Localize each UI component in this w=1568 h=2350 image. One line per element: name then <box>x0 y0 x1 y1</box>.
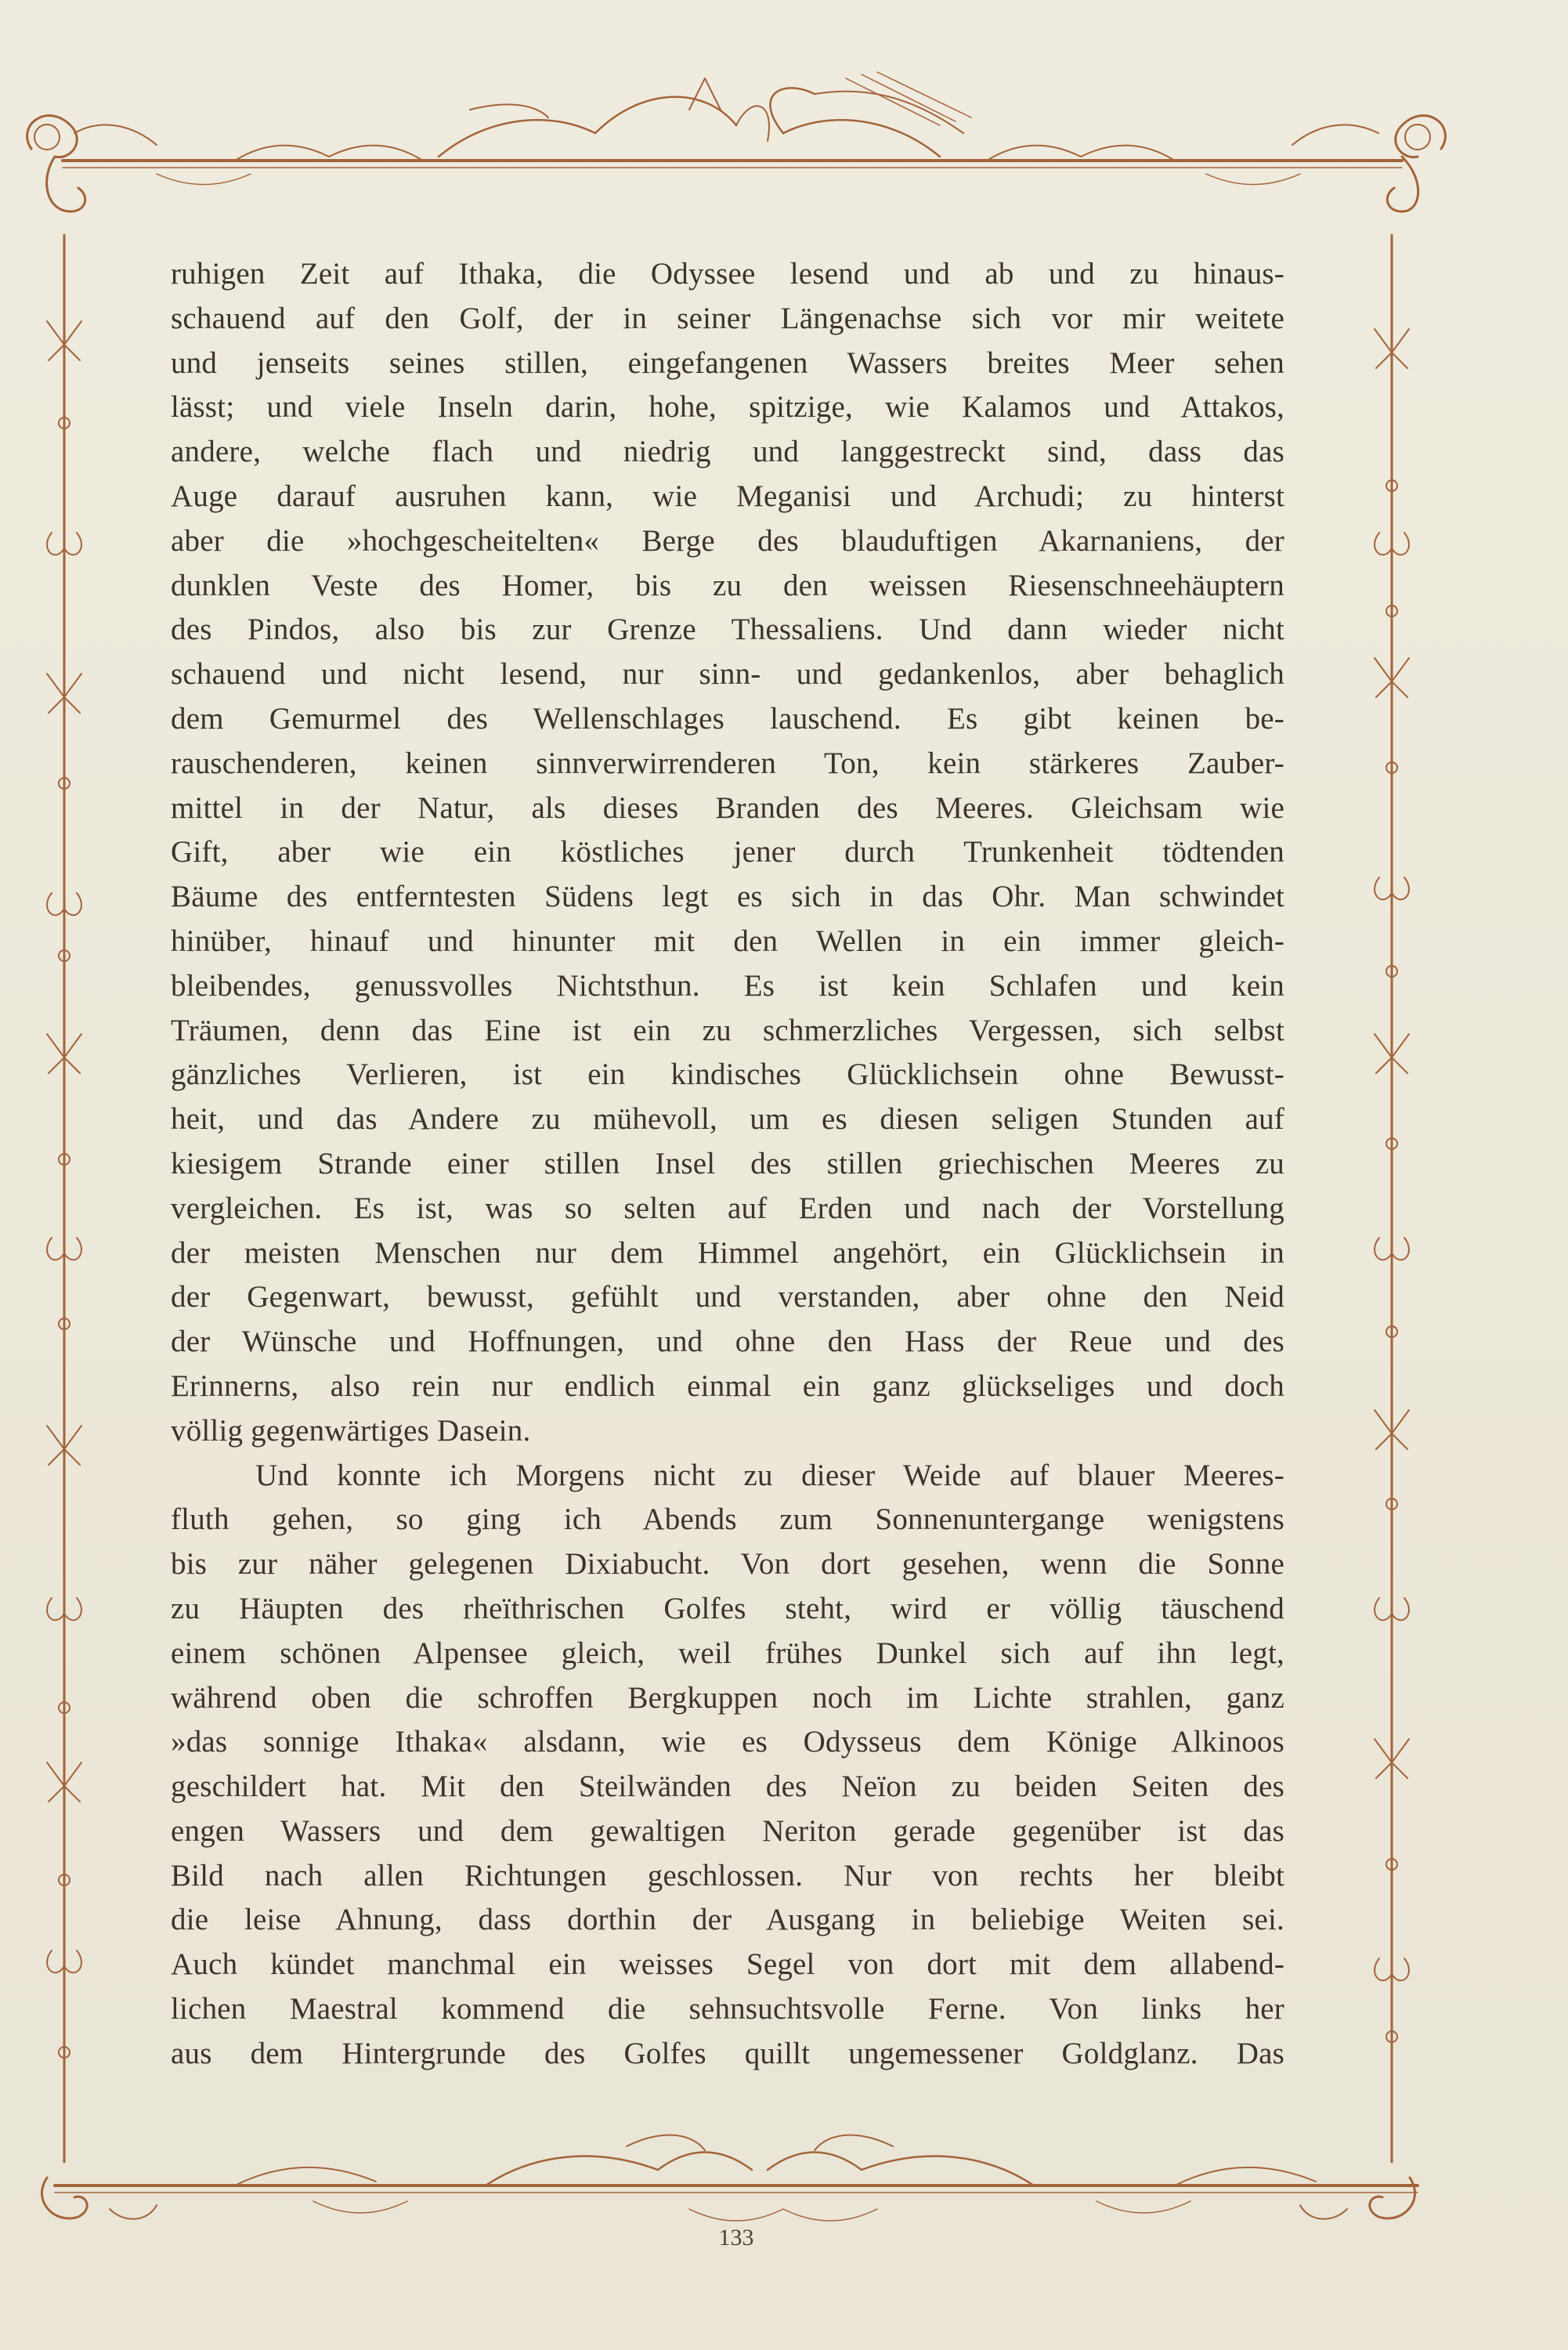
text-line: bis zur näher gelegenen Dixiabucht. Von dort gesehen, wenn die Sonne <box>171 1547 1284 1582</box>
text-line: gänzliches Verlieren, ist ein kindisches Glücklichsein ohne Bewusst- <box>171 1058 1284 1092</box>
text-line: zu Häupten des rheïthrischen Golfes steht, wird er völlig täuschend <box>171 1591 1284 1625</box>
text-line: der Gegenwart, bewusst, gefühlt und verstanden, aber ohne den Neid <box>171 1280 1284 1314</box>
text-line: einem schönen Alpensee gleich, weil frühes Dunkel sich auf ihn legt, <box>171 1636 1284 1670</box>
text-line: des Pindos, also bis zur Grenze Thessaliens. Und dann wieder nicht <box>171 613 1284 647</box>
text-line: völlig gegenwärtiges Dasein. <box>171 1413 531 1448</box>
text-line: hinüber, hinauf und hinunter mit den Wellen in ein immer gleich- <box>171 924 1284 958</box>
text-line: vergleichen. Es ist, was so selten auf Erden und nach der Vorstellung <box>171 1191 1284 1225</box>
text-line: der meisten Menschen nur dem Himmel angehört, ein Glücklichsein in <box>171 1235 1284 1270</box>
text-line: schauend auf den Golf, der in seiner Längenachse sich vor mir weitete <box>171 301 1284 335</box>
text-line: kiesigem Strande einer stillen Insel des stillen griechischen Meeres zu <box>171 1146 1284 1180</box>
text-line: während oben die schroffen Bergkuppen noch im Lichte strahlen, ganz <box>171 1680 1284 1715</box>
text-line: geschildert hat. Mit den Steilwänden des Neïon zu beiden Seiten des <box>171 1770 1284 1804</box>
text-line: Auch kündet manchmal ein weisses Segel von dort mit dem allabend- <box>171 1947 1284 1982</box>
text-line: und jenseits seines stillen, eingefangenen Wassers breites Meer sehen <box>171 345 1284 380</box>
paragraph-2 <box>171 1454 1284 2077</box>
text-line: ruhigen Zeit auf Ithaka, die Odyssee lesend und ab und zu hinaus- <box>171 257 1284 291</box>
text-line: Erinnerns, also rein nur endlich einmal ein ganz glückseliges und doch <box>171 1368 1284 1403</box>
text-line: der Wünsche und Hoffnungen, und ohne den Hass der Reue und des <box>171 1325 1284 1359</box>
body-text <box>171 252 1284 2077</box>
text-line: bleibendes, genussvolles Nichtsthun. Es ist kein Schlafen und kein <box>171 968 1284 1003</box>
text-line: mittel in der Natur, als dieses Branden des Meeres. Gleichsam wie <box>171 790 1284 825</box>
text-line: Und konnte ich Morgens nicht zu dieser Weide auf blauer Meeres- <box>255 1458 1284 1492</box>
text-line: rauschenderen, keinen sinnverwirrenderen Ton, kein stärkeres Zauber- <box>171 746 1284 780</box>
text-line: »das sonnige Ithaka« alsdann, wie es Odysseus dem Könige Alkinoos <box>171 1725 1284 1759</box>
text-line: lichen Maestral kommend die sehnsuchtsvolle Ferne. Von links her <box>171 1992 1284 2026</box>
text-line: lässt; und viele Inseln darin, hohe, spitzige, wie Kalamos und Attakos, <box>171 390 1284 425</box>
paragraph-1 <box>171 252 1284 1454</box>
text-line: Träumen, denn das Eine ist ein zu schmerzliches Vergessen, sich selbst <box>171 1013 1284 1047</box>
text-line: die leise Ahnung, dass dorthin der Ausgang in beliebige Weiten sei. <box>171 1903 1284 1937</box>
text-line: Gift, aber wie ein köstliches jener durch Trunkenheit tödtenden <box>171 835 1284 870</box>
text-line: fluth gehen, so ging ich Abends zum Sonnenuntergange wenigstens <box>171 1502 1284 1537</box>
text-line: schauend und nicht lesend, nur sinn- und gedankenlos, aber behaglich <box>171 657 1284 692</box>
text-line: aus dem Hintergrunde des Golfes quillt ungemessener Goldglanz. Das <box>171 2036 1284 2070</box>
text-line: andere, welche flach und niedrig und langgestreckt sind, dass das <box>171 435 1284 469</box>
text-line: dem Gemurmel des Wellenschlages lauschend. Es gibt keinen be- <box>171 701 1284 736</box>
page-number: 133 <box>718 2225 754 2251</box>
text-line: Bild nach allen Richtungen geschlossen. Nur von rechts her bleibt <box>171 1858 1284 1893</box>
text-line: dunklen Veste des Homer, bis zu den weissen Riesenschneehäuptern <box>171 568 1284 602</box>
text-line: heit, und das Andere zu mühevoll, um es diesen seligen Stunden auf <box>171 1102 1284 1137</box>
text-line: Bäume des entferntesten Südens legt es sich in das Ohr. Man schwindet <box>171 880 1284 914</box>
text-line: aber die »hochgescheitelten« Berge des blauduftigen Akarnaniens, der <box>171 523 1284 558</box>
text-line: Auge darauf ausruhen kann, wie Meganisi und Archudi; zu hinterst <box>171 479 1284 513</box>
text-line: engen Wassers und dem gewaltigen Neriton gerade gegenüber ist das <box>171 1813 1284 1848</box>
